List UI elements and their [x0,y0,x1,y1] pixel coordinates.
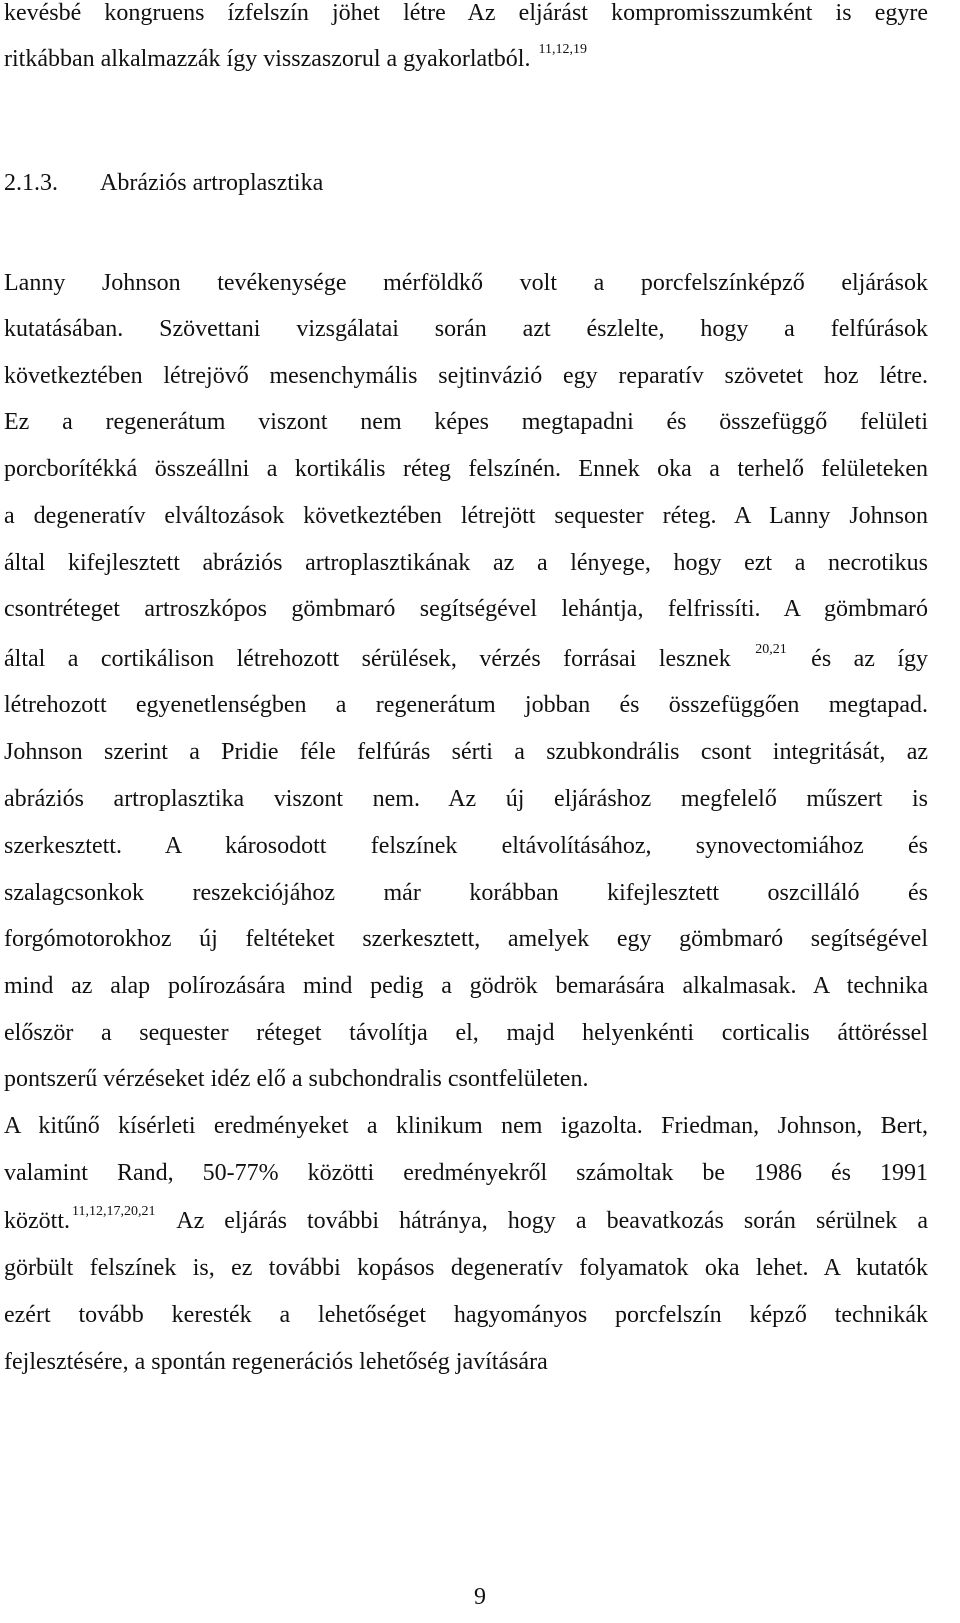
paragraph-line: porcborítékká összeállni a kortikális réteg felszínén. Ennek oka a terhelő felületeken [4,456,928,482]
section-heading [4,168,323,198]
paragraph-line: görbült felszínek is, ez további kopásos degeneratív folyamatok oka lehet. A kutatók [4,1255,928,1281]
paragraph-line: által kifejlesztett abráziós artroplasztikának az a lényege, hogy ezt a necrotikus [4,550,928,576]
paragraph-line: Johnson szerint a Pridie féle felfúrás sérti a szubkondrális csont integritását, az [4,739,928,765]
paragraph-line: valamint Rand, 50-77% közötti eredményekről számoltak be 1986 és 1991 [4,1160,928,1186]
page-number: 9 [474,1584,486,1610]
citation-superscript: 20,21 [755,642,787,657]
paragraph-line: mind az alap polírozására mind pedig a gödrök bemarására alkalmasak. A technika [4,973,928,999]
section-title: Abráziós artroplasztika [100,170,324,196]
paragraph-line: abráziós artroplasztika viszont nem. Az új eljáráshoz megfelelő műszert is [4,786,928,812]
paragraph-line: létrehozott egyenetlenségben a regenerátum jobban és összefüggően megtapad. [4,692,928,718]
citation-superscript: 11,12,19 [538,42,587,57]
paragraph-line: csontréteget artroszkópos gömbmaró segítségével lehántja, felfrissíti. A gömbmaró [4,596,928,622]
paragraph-line: kutatásában. Szövettani vizsgálatai során azt észlelte, hogy a felfúrások [4,316,928,342]
paragraph-line [4,1206,928,1240]
paragraph-line: következtében létrejövő mesenchymális sejtinvázió egy reparatív szövetet hoz létre. [4,363,928,389]
paragraph-line-text: által a cortikálison létrehozott sérülések, vérzés forrásai lesznek [4,646,731,672]
paragraph-line: A kitűnő kísérleti eredményeket a klinikum nem igazolta. Friedman, Johnson, Bert, [4,1113,928,1139]
intro-line-2-text: ritkábban alkalmazzák így visszaszorul a gyakorlatból. [4,46,531,72]
citation-superscript: 11,12,17,20,21 [72,1204,156,1219]
paragraph-line: Ez a regenerátum viszont nem képes megtapadni és összefüggő felületi [4,409,928,435]
intro-line-1: kevésbé kongruens ízfelszín jöhet létre Az eljárást kompromisszumként is egyre [4,0,928,26]
paragraph-line-text: Az eljárás további hátránya, hogy a beavatkozás során sérülnek a [176,1208,929,1234]
paragraph-line: pontszerű vérzéseket idéz elő a subchondralis csontfelületen. [4,1066,589,1092]
paragraph-line: Lanny Johnson tevékenysége mérföldkő volt a porcfelszínképző eljárások [4,270,928,296]
paragraph-line: ezért tovább keresték a lehetőséget hagyományos porcfelszín képző technikák [4,1302,928,1328]
paragraph-line: szerkesztett. A károsodott felszínek eltávolításához, synovectomiához és [4,833,928,859]
paragraph-line: először a sequester réteget távolítja el, majd helyenkénti corticalis áttöréssel [4,1020,928,1046]
paragraph-line: fejlesztésére, a spontán regenerációs lehetőség javítására [4,1349,548,1375]
section-number: 2.1.3. [4,170,58,196]
paragraph-line: a degeneratív elváltozások következtében létrejött sequester réteg. A Lanny Johnson [4,503,928,529]
paragraph-line [4,644,928,678]
paragraph-line: forgómotorokhoz új feltéteket szerkesztett, amelyek egy gömbmaró segítségével [4,926,928,952]
paragraph-line: szalagcsonkok reszekciójához már korábban kifejlesztett oszcilláló és [4,880,928,906]
intro-line-2 [4,44,928,78]
paragraph-line-text: és az így [811,646,929,672]
paragraph-line-text: között. [4,1208,70,1234]
